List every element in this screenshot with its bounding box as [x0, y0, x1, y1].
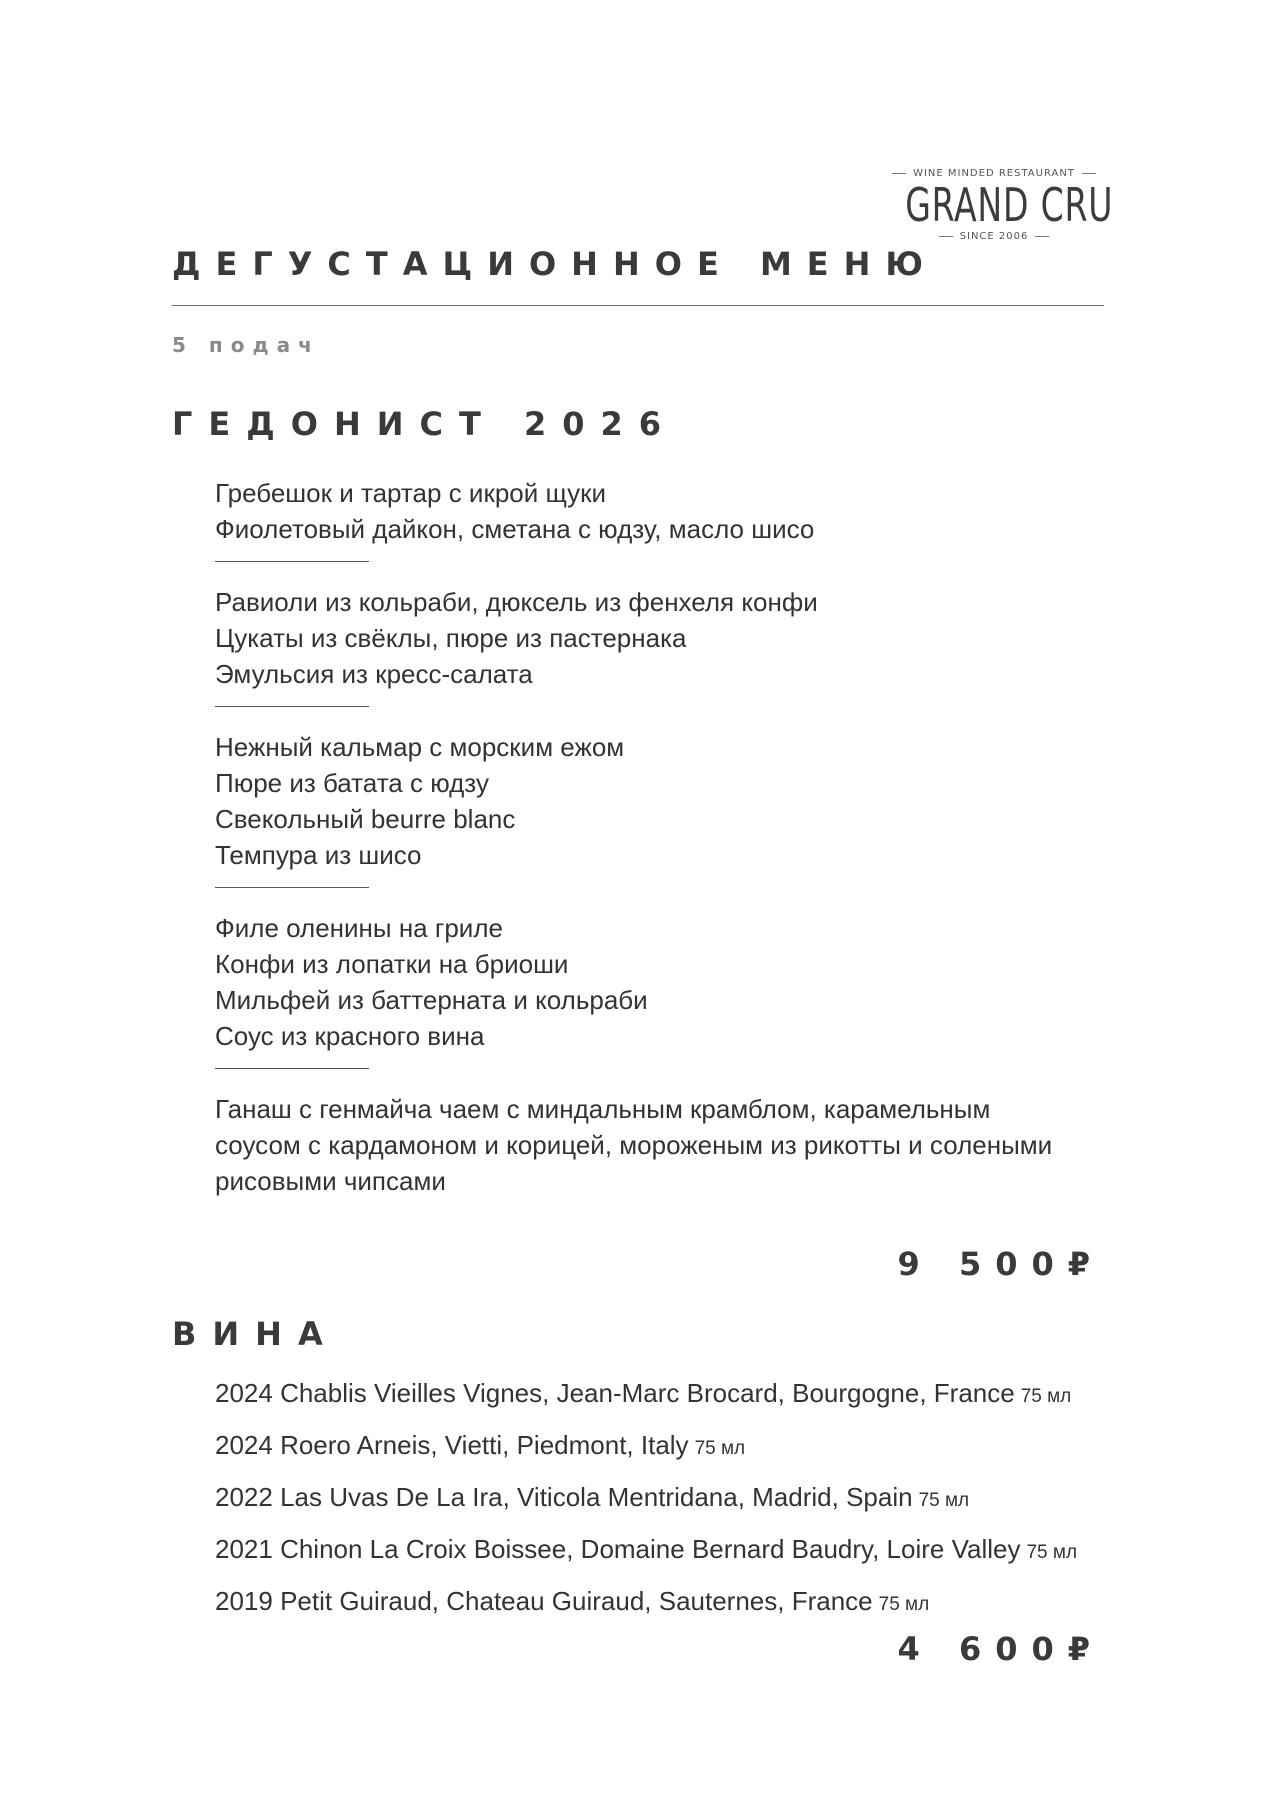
wines-price: 4 600₽: [897, 1630, 1104, 1668]
title-divider: [172, 305, 1104, 306]
dish-line: Свекольный beurre blanc: [215, 804, 516, 834]
dish-line: рисовыми чипсами: [215, 1166, 446, 1196]
dish-line: Цукаты из свёклы, пюре из пастернака: [215, 623, 687, 653]
logo-since: SINCE 2006: [959, 231, 1029, 242]
wines-title: ВИНА: [172, 1315, 339, 1353]
dish-list: [215, 475, 1095, 1199]
dish-separator: [215, 561, 369, 562]
wine-name: 2022 Las Uvas De La Ira, Viticola Mentridana, Madrid, Spain: [215, 1482, 913, 1512]
wine-volume: 75 мл: [1020, 1386, 1072, 1407]
logo-tagline: WINE MINDED RESTAURANT: [913, 168, 1075, 179]
dish-line: соусом с кардамоном и корицей, мороженым из рикотты и солеными: [215, 1130, 1053, 1160]
courses-label: 5 подач: [172, 333, 320, 357]
dish-line: Фиолетовый дайкон, сметана с юдзу, масло шисо: [215, 514, 815, 544]
logo-brand: GRAND CRU: [905, 178, 1114, 232]
wine-name: 2021 Chinon La Croix Boissee, Domaine Bernard Baudry, Loire Valley: [215, 1534, 1021, 1564]
wine-volume: 75 мл: [694, 1438, 746, 1459]
dish-line: Темпура из шисо: [215, 840, 422, 870]
logo-dash-left: [892, 173, 906, 174]
wine-item: [215, 1577, 1115, 1629]
wine-volume: 75 мл: [1026, 1542, 1078, 1563]
dish-separator: [215, 887, 369, 888]
restaurant-logo: [883, 168, 1114, 242]
dish-item: [215, 910, 1095, 1054]
menu-title: ДЕГУСТАЦИОННОЕ МЕНЮ: [172, 245, 938, 283]
dish-line: Мильфей из баттерната и кольраби: [215, 985, 648, 1015]
tasting-title: ГЕДОНИСТ 2026: [172, 405, 678, 443]
wine-list: [215, 1369, 1115, 1629]
dish-line: Конфи из лопатки на бриоши: [215, 949, 569, 979]
wine-item: [215, 1369, 1115, 1421]
dish-line: Ганаш с генмайча чаем с миндальным крамблом, карамельным: [215, 1094, 991, 1124]
dish-separator: [215, 1068, 369, 1069]
wine-item: [215, 1421, 1115, 1473]
dish-item: [215, 475, 1095, 547]
dish-item: [215, 1091, 1095, 1199]
dish-item: [215, 729, 1095, 873]
dish-line: Нежный кальмар с морским ежом: [215, 732, 625, 762]
wine-name: 2019 Petit Guiraud, Chateau Guiraud, Sauternes, France: [215, 1586, 873, 1616]
dish-line: Пюре из батата с юдзу: [215, 768, 489, 798]
dish-line: Соус из красного вина: [215, 1021, 485, 1051]
dish-line: Филе оленины на гриле: [215, 913, 503, 943]
tasting-price: 9 500₽: [897, 1245, 1104, 1283]
logo-dash-right: [1082, 173, 1096, 174]
dish-line: Эмульсия из кресс-салата: [215, 659, 533, 689]
wine-volume: 75 мл: [918, 1490, 970, 1511]
wine-name: 2024 Roero Arneis, Vietti, Piedmont, Italy: [215, 1430, 689, 1460]
wine-item: [215, 1525, 1115, 1577]
since-dash-left: [939, 236, 953, 237]
wine-name: 2024 Chablis Vieilles Vignes, Jean-Marc Brocard, Bourgogne, France: [215, 1378, 1015, 1408]
dish-separator: [215, 706, 369, 707]
dish-line: Гребешок и тартар с икрой щуки: [215, 478, 607, 508]
dish-item: [215, 584, 1095, 692]
wine-item: [215, 1473, 1115, 1525]
since-dash-right: [1035, 236, 1049, 237]
wine-volume: 75 мл: [878, 1594, 930, 1615]
dish-line: Равиоли из кольраби, дюксель из фенхеля конфи: [215, 587, 818, 617]
